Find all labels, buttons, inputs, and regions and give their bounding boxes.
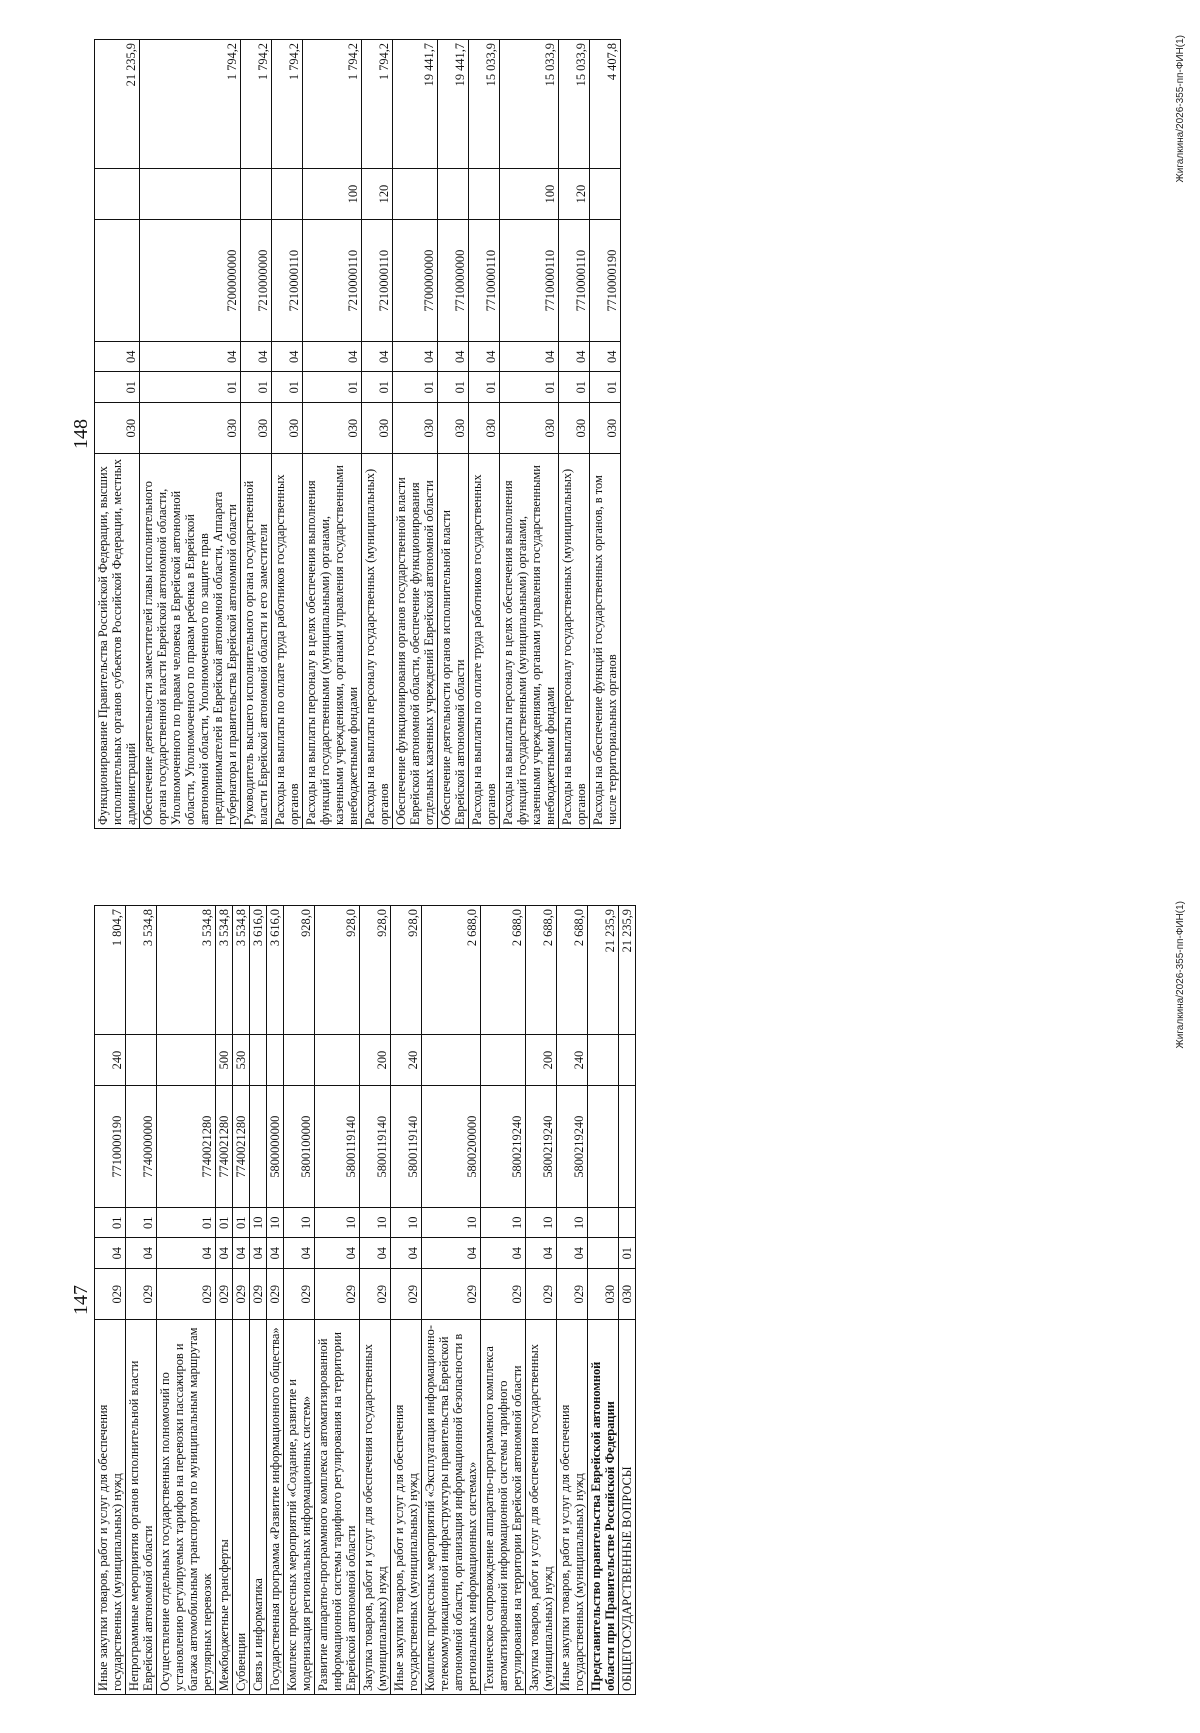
subsection-code: 04	[362, 342, 393, 372]
expense-type-code	[481, 1034, 526, 1086]
amount: 21 235,9	[619, 906, 636, 1035]
row-name: Расходы на обеспечение функций государственных органов, в том числе территориальных органов	[590, 454, 621, 829]
target-article-code: 5800219240	[481, 1086, 526, 1208]
row-name: Функционирование Правительства Российской Федерации, высших исполнительных органов субъектов Российской Федерации, местных администраций	[95, 454, 140, 829]
expense-type-code	[272, 168, 303, 220]
row-name: Техническое сопровождение аппаратно-программного комплекса автоматизированной информационной системы тарифного регулирования на территории Еврейской автономной области	[481, 1320, 526, 1695]
admin-code: 030	[559, 402, 590, 454]
target-article-code: 7700000000	[393, 220, 438, 342]
subsection-code: 10	[360, 1208, 391, 1238]
section-code: 04	[95, 1238, 126, 1268]
subsection-code: 10	[391, 1208, 422, 1238]
table-row	[438, 40, 469, 829]
admin-code: 030	[95, 402, 140, 454]
expense-type-code: 200	[360, 1034, 391, 1086]
table-row	[233, 906, 250, 1695]
expense-type-code	[140, 168, 241, 220]
subsection-code: 01	[216, 1208, 233, 1238]
amount: 2 688,0	[526, 906, 557, 1035]
section-code: 01	[438, 372, 469, 402]
expense-type-code	[469, 168, 500, 220]
admin-code: 029	[422, 1268, 481, 1320]
section-code: 01	[241, 372, 272, 402]
table-row	[267, 906, 284, 1695]
amount: 928,0	[360, 906, 391, 1035]
target-article-code: 5800200000	[422, 1086, 481, 1208]
amount: 2 688,0	[422, 906, 481, 1035]
target-article-code: 7210000110	[272, 220, 303, 342]
subsection-code	[619, 1208, 636, 1238]
row-name: Расходы на выплаты по оплате труда работников государственных органов	[469, 454, 500, 829]
target-article-code: 5800119140	[360, 1086, 391, 1208]
row-name: Государственная программа «Развитие информационного общества»	[267, 1320, 284, 1695]
table-row	[422, 906, 481, 1695]
amount: 1 794,2	[303, 40, 362, 169]
table-row	[95, 40, 140, 829]
expense-type-code: 120	[559, 168, 590, 220]
table-row	[241, 40, 272, 829]
expense-type-code: 120	[362, 168, 393, 220]
admin-code: 029	[557, 1268, 588, 1320]
expense-type-code: 240	[391, 1034, 422, 1086]
subsection-code: 10	[481, 1208, 526, 1238]
subsection-code: 04	[241, 342, 272, 372]
row-name: Руководитель высшего исполнительного органа государственной власти Еврейской автономной области и его заместители	[241, 454, 272, 829]
expense-type-code	[157, 1034, 216, 1086]
page-147	[0, 867, 1200, 1733]
subsection-code: 01	[95, 1208, 126, 1238]
row-name: Представительство правительства Еврейской автономной области при Правительстве Российской Федерации	[588, 1320, 619, 1695]
section-code: 04	[315, 1238, 360, 1268]
section-code: 01	[303, 372, 362, 402]
table-row	[588, 906, 619, 1695]
subsection-code: 04	[438, 342, 469, 372]
subsection-code: 10	[284, 1208, 315, 1238]
expense-type-code	[126, 1034, 157, 1086]
table-row	[303, 40, 362, 829]
subsection-code	[588, 1208, 619, 1238]
target-article-code: 5800100000	[284, 1086, 315, 1208]
expense-type-code	[588, 1034, 619, 1086]
document-id: Жигалкина/2026-355-пп-ФИН(1)	[1175, 901, 1186, 1049]
table-row	[157, 906, 216, 1695]
section-code: 04	[557, 1238, 588, 1268]
expense-type-code: 500	[216, 1034, 233, 1086]
expense-type-code	[438, 168, 469, 220]
target-article-code: 7210000000	[241, 220, 272, 342]
subsection-code: 01	[126, 1208, 157, 1238]
target-article-code: 7710000110	[469, 220, 500, 342]
row-name: Субвенции	[233, 1320, 250, 1695]
admin-code: 030	[588, 1268, 619, 1320]
admin-code: 029	[284, 1268, 315, 1320]
target-article-code: 7740021280	[216, 1086, 233, 1208]
budget-table	[94, 905, 636, 1695]
expense-type-code	[590, 168, 621, 220]
expense-type-code	[422, 1034, 481, 1086]
table-row	[590, 40, 621, 829]
admin-code: 029	[157, 1268, 216, 1320]
admin-code: 030	[393, 402, 438, 454]
amount: 3 616,0	[267, 906, 284, 1035]
subsection-code: 04	[590, 342, 621, 372]
admin-code: 029	[360, 1268, 391, 1320]
amount: 928,0	[315, 906, 360, 1035]
admin-code: 030	[500, 402, 559, 454]
amount: 3 616,0	[250, 906, 267, 1035]
row-name: Связь и информатика	[250, 1320, 267, 1695]
row-name: Закупка товаров, работ и услуг для обеспечения государственных (муниципальных) нужд	[360, 1320, 391, 1695]
target-article-code: 7710000110	[559, 220, 590, 342]
row-name: Закупка товаров, работ и услуг для обеспечения государственных (муниципальных) нужд	[526, 1320, 557, 1695]
subsection-code: 10	[250, 1208, 267, 1238]
section-code: 01	[500, 372, 559, 402]
table-row	[526, 906, 557, 1695]
budget-table	[94, 39, 621, 829]
section-code: 01	[140, 372, 241, 402]
amount: 19 441,7	[393, 40, 438, 169]
admin-code: 029	[267, 1268, 284, 1320]
expense-type-code: 100	[303, 168, 362, 220]
admin-code: 029	[391, 1268, 422, 1320]
row-name: Комплекс процессных мероприятий «Создание, развитие и модернизация региональных информационных систем»	[284, 1320, 315, 1695]
subsection-code: 10	[526, 1208, 557, 1238]
table-row	[619, 906, 636, 1695]
expense-type-code: 100	[500, 168, 559, 220]
expense-type-code	[315, 1034, 360, 1086]
row-name: Развитие аппаратно-программного комплекса автоматизированной информационной системы тарифного регулирования на территории Еврейской автономной области	[315, 1320, 360, 1695]
row-name: Иные закупки товаров, работ и услуг для обеспечения государственных (муниципальных) нужд	[391, 1320, 422, 1695]
section-code: 04	[526, 1238, 557, 1268]
target-article-code: 7710000110	[500, 220, 559, 342]
section-code: 01	[619, 1238, 636, 1268]
target-article-code: 5800119140	[391, 1086, 422, 1208]
subsection-code: 04	[303, 342, 362, 372]
amount: 1 794,2	[272, 40, 303, 169]
row-name: Иные закупки товаров, работ и услуг для обеспечения государственных (муниципальных) нужд	[557, 1320, 588, 1695]
expense-type-code: 530	[233, 1034, 250, 1086]
subsection-code: 04	[272, 342, 303, 372]
table-row	[557, 906, 588, 1695]
subsection-code: 04	[393, 342, 438, 372]
target-article-code: 5800119140	[315, 1086, 360, 1208]
row-name: Обеспечение деятельности заместителей главы исполнительного органа государственной власти Еврейской автономной области, Уполномоченного по правам человека в Еврейской автономной области, Уполномоченного по правам ребенка в Еврейской автономной области, Уполномоченного по защите прав предпринимателей в Еврейской автономной области, Аппарата губернатора и правительства Еврейской автономной области	[140, 454, 241, 829]
page-number: 147	[70, 1285, 92, 1315]
admin-code: 030	[438, 402, 469, 454]
amount: 3 534,8	[233, 906, 250, 1035]
section-code: 04	[233, 1238, 250, 1268]
amount: 15 033,9	[500, 40, 559, 169]
admin-code: 030	[590, 402, 621, 454]
admin-code: 030	[241, 402, 272, 454]
row-name: Расходы на выплаты по оплате труда работников государственных органов	[272, 454, 303, 829]
amount: 928,0	[391, 906, 422, 1035]
row-name: Межбюджетные трансферты	[216, 1320, 233, 1695]
amount: 3 534,8	[157, 906, 216, 1035]
target-article-code: 5800000000	[267, 1086, 284, 1208]
table-row	[469, 40, 500, 829]
row-name: ОБЩЕГОСУДАРСТВЕННЫЕ ВОПРОСЫ	[619, 1320, 636, 1695]
section-code: 01	[393, 372, 438, 402]
expense-type-code	[393, 168, 438, 220]
table-row	[216, 906, 233, 1695]
section-code: 04	[126, 1238, 157, 1268]
target-article-code: 7710000000	[438, 220, 469, 342]
amount: 19 441,7	[438, 40, 469, 169]
target-article-code: 7740021280	[157, 1086, 216, 1208]
target-article-code: 7710000190	[590, 220, 621, 342]
table-row	[95, 906, 126, 1695]
amount: 1 804,7	[95, 906, 126, 1035]
section-code: 04	[391, 1238, 422, 1268]
target-article-code: 7740021280	[233, 1086, 250, 1208]
expense-type-code	[250, 1034, 267, 1086]
expense-type-code: 240	[95, 1034, 126, 1086]
section-code: 04	[157, 1238, 216, 1268]
table-row	[315, 906, 360, 1695]
row-name: Расходы на выплаты персоналу государственных (муниципальных) органов	[559, 454, 590, 829]
admin-code: 030	[140, 402, 241, 454]
section-code: 01	[590, 372, 621, 402]
table-row	[500, 40, 559, 829]
table-row	[140, 40, 241, 829]
expense-type-code	[284, 1034, 315, 1086]
subsection-code: 01	[157, 1208, 216, 1238]
admin-code: 030	[619, 1268, 636, 1320]
subsection-code: 10	[267, 1208, 284, 1238]
amount: 2 688,0	[481, 906, 526, 1035]
section-code: 04	[250, 1238, 267, 1268]
section-code: 04	[216, 1238, 233, 1268]
row-name: Расходы на выплаты персоналу государственных (муниципальных) органов	[362, 454, 393, 829]
row-name: Непрограммные мероприятия органов исполнительной власти Еврейской автономной области	[126, 1320, 157, 1695]
subsection-code: 10	[557, 1208, 588, 1238]
row-name: Комплекс процессных мероприятий «Эксплуатация информационно-телекоммуникационной инфраструктуры правительства Еврейской автономной области, организация информационной безопасности в региональных информационных системах»	[422, 1320, 481, 1695]
amount: 3 534,8	[216, 906, 233, 1035]
amount: 2 688,0	[557, 906, 588, 1035]
amount: 15 033,9	[469, 40, 500, 169]
table-row	[559, 40, 590, 829]
expense-type-code	[267, 1034, 284, 1086]
target-article-code	[619, 1086, 636, 1208]
subsection-code: 04	[559, 342, 590, 372]
table-row	[250, 906, 267, 1695]
table-row	[126, 906, 157, 1695]
subsection-code: 04	[140, 342, 241, 372]
admin-code: 029	[250, 1268, 267, 1320]
amount: 1 794,2	[241, 40, 272, 169]
target-article-code	[250, 1086, 267, 1208]
subsection-code: 10	[315, 1208, 360, 1238]
table-row	[393, 40, 438, 829]
target-article-code: 5800219240	[557, 1086, 588, 1208]
section-code: 01	[362, 372, 393, 402]
section-code: 04	[422, 1238, 481, 1268]
expense-type-code	[241, 168, 272, 220]
target-article-code: 7210000110	[362, 220, 393, 342]
admin-code: 029	[95, 1268, 126, 1320]
amount: 21 235,9	[95, 40, 140, 169]
admin-code: 029	[315, 1268, 360, 1320]
section-code: 04	[360, 1238, 391, 1268]
subsection-code: 01	[233, 1208, 250, 1238]
subsection-code: 10	[422, 1208, 481, 1238]
target-article-code	[95, 220, 140, 342]
subsection-code: 04	[95, 342, 140, 372]
target-article-code: 7200000000	[140, 220, 241, 342]
row-name: Обеспечение функционирования органов государственной власти Еврейской автономной области, обеспечение функционирования отдельных казенных учреждений Еврейской автономной области	[393, 454, 438, 829]
amount: 3 534,8	[126, 906, 157, 1035]
admin-code: 029	[233, 1268, 250, 1320]
target-article-code: 7710000190	[95, 1086, 126, 1208]
admin-code: 030	[362, 402, 393, 454]
admin-code: 029	[526, 1268, 557, 1320]
target-article-code: 7740000000	[126, 1086, 157, 1208]
amount: 21 235,9	[588, 906, 619, 1035]
table-row	[481, 906, 526, 1695]
table-row	[360, 906, 391, 1695]
amount: 4 407,8	[590, 40, 621, 169]
amount: 928,0	[284, 906, 315, 1035]
expense-type-code: 240	[557, 1034, 588, 1086]
target-article-code: 5800219240	[526, 1086, 557, 1208]
table-row	[362, 40, 393, 829]
table-row	[284, 906, 315, 1695]
section-code: 04	[481, 1238, 526, 1268]
expense-type-code	[95, 168, 140, 220]
section-code: 01	[272, 372, 303, 402]
section-code: 01	[469, 372, 500, 402]
section-code	[588, 1238, 619, 1268]
document-id: Жигалкина/2026-355-пп-ФИН(1)	[1175, 35, 1186, 183]
table-row	[391, 906, 422, 1695]
amount: 1 794,2	[140, 40, 241, 169]
admin-code: 029	[216, 1268, 233, 1320]
row-name: Расходы на выплаты персоналу в целях обеспечения выполнения функций государственными (муниципальными) органами, казенными учреждениями, органами управления государственными внебюджетными фондами	[303, 454, 362, 829]
subsection-code: 04	[469, 342, 500, 372]
row-name: Расходы на выплаты персоналу в целях обеспечения выполнения функций государственными (муниципальными) органами, казенными учреждениями, органами управления государственными внебюджетными фондами	[500, 454, 559, 829]
row-name: Обеспечение деятельности органов исполнительной власти Еврейской автономной области	[438, 454, 469, 829]
admin-code: 030	[272, 402, 303, 454]
admin-code: 030	[303, 402, 362, 454]
admin-code: 029	[126, 1268, 157, 1320]
subsection-code: 04	[500, 342, 559, 372]
page-148	[0, 1, 1200, 867]
expense-type-code	[619, 1034, 636, 1086]
target-article-code	[588, 1086, 619, 1208]
expense-type-code: 200	[526, 1034, 557, 1086]
section-code: 01	[559, 372, 590, 402]
amount: 1 794,2	[362, 40, 393, 169]
table-row	[272, 40, 303, 829]
page-number: 148	[70, 419, 92, 449]
row-name: Иные закупки товаров, работ и услуг для обеспечения государственных (муниципальных) нужд	[95, 1320, 126, 1695]
admin-code: 030	[469, 402, 500, 454]
admin-code: 029	[481, 1268, 526, 1320]
amount: 15 033,9	[559, 40, 590, 169]
section-code: 04	[284, 1238, 315, 1268]
row-name: Осуществление отдельных государственных полномочий по установлению регулируемых тарифов на перевозки пассажиров и багажа автомобильным транспортом по муниципальным маршрутам регулярных перевозок	[157, 1320, 216, 1695]
target-article-code: 7210000110	[303, 220, 362, 342]
section-code: 04	[267, 1238, 284, 1268]
section-code: 01	[95, 372, 140, 402]
